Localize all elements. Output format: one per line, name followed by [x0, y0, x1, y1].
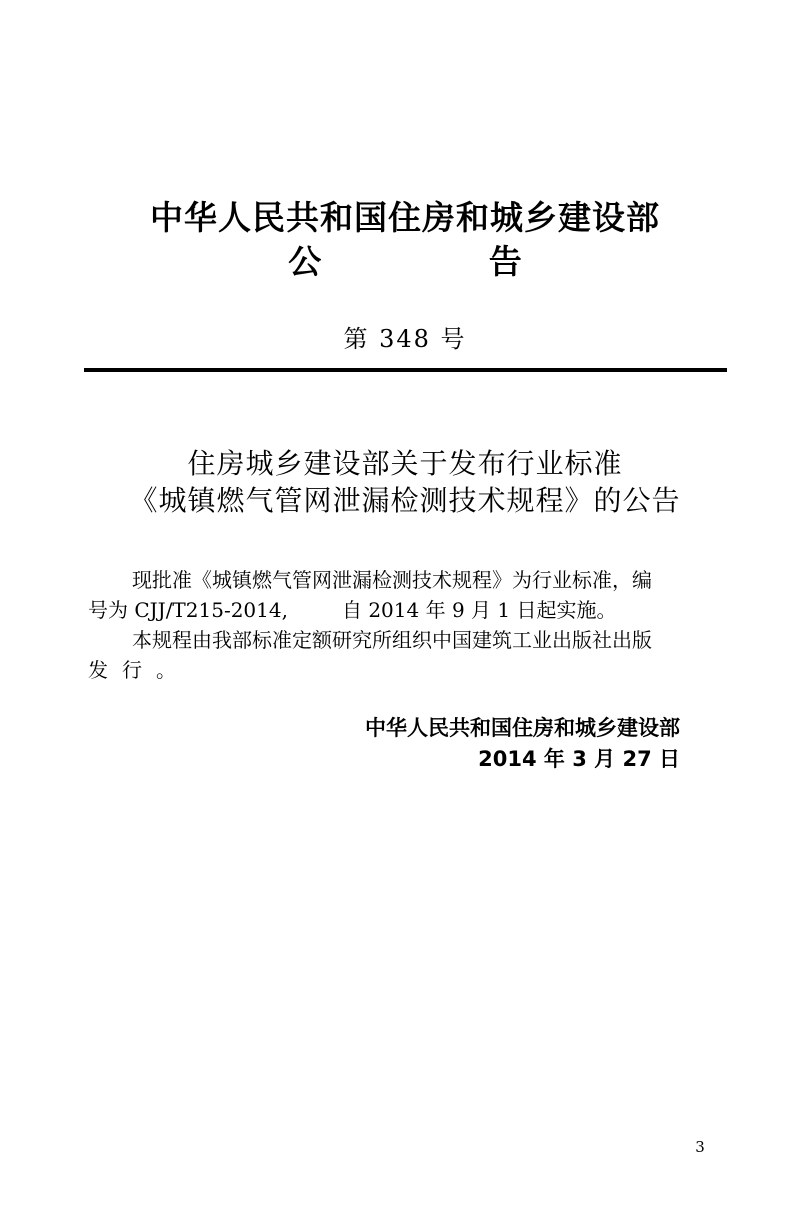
page-number: 3 — [695, 1138, 705, 1156]
issuer-title: 中华人民共和国住房和城乡建设部 — [150, 198, 660, 237]
body-paragraph-2-line-1: 本规程由我部标准定额研究所组织中国建筑工业出版社出版 — [132, 628, 652, 652]
subject-line-2: 《城镇燃气管网泄漏检测技术规程》的公告 — [129, 484, 681, 517]
signature-block — [340, 713, 680, 775]
body-paragraph-1-line-1: 现批准《城镇燃气管网泄漏检测技术规程》为行业标准，编 — [132, 568, 652, 592]
announcement-subject — [0, 445, 810, 519]
standard-number-text: 号为 CJJ/T215-2014, — [88, 598, 288, 622]
body-paragraph-2-line-2: 发行。 — [88, 658, 190, 682]
header-divider — [84, 368, 727, 372]
announcement-body — [88, 565, 733, 685]
signature-date: 2014 年 3 月 27 日 — [478, 747, 680, 771]
effective-date-text: 自 2014 年 9 月 1 日起实施。 — [341, 598, 617, 622]
document-type: 公 告 — [288, 242, 600, 281]
signature-issuer: 中华人民共和国住房和城乡建设部 — [365, 716, 680, 740]
body-paragraph-1-line-2 — [88, 595, 733, 625]
document-number: 第 348 号 — [343, 325, 467, 353]
subject-line-1: 住房城乡建设部关于发布行业标准 — [187, 447, 623, 480]
